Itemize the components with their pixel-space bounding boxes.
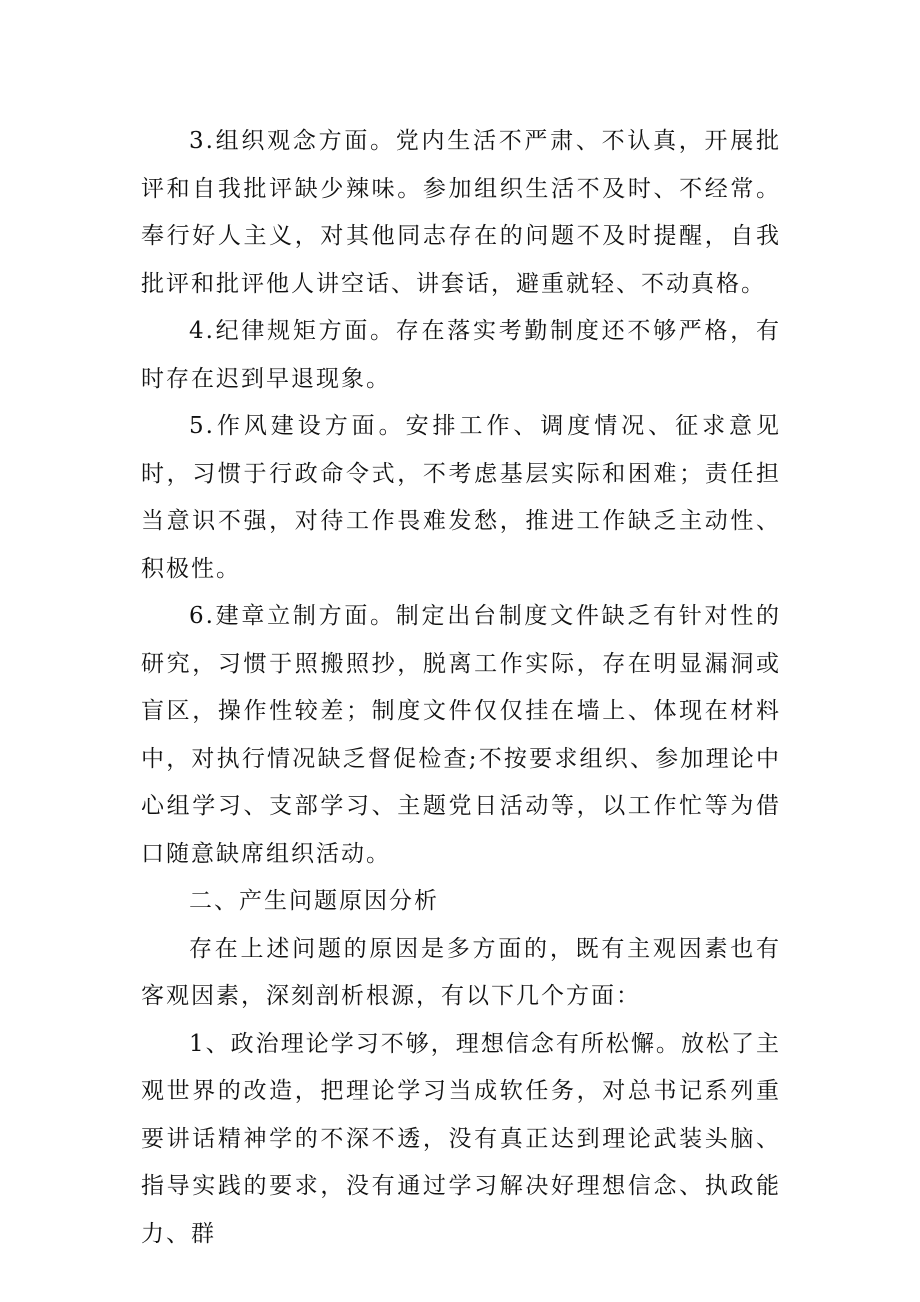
paragraph-cause-intro: 存在上述问题的原因是多方面的，既有主观因素也有客观因素，深刻剖析根源，有以下几个方面：: [141, 935, 781, 1009]
paragraph-discipline-rules: 4.纪律规矩方面。存在落实考勤制度还不够严格，有时存在迟到早退现象。: [141, 318, 781, 392]
paragraph-political-theory: 1、政治理论学习不够，理想信念有所松懈。放松了主观世界的改造，把理论学习当成软任务，对总书记系列重要讲话精神学的不深不透，没有真正达到理论武装头脑、指导实践的要求，没有通过学习解决好理想信念、执政能力、群: [141, 1030, 781, 1247]
paragraph-organization-concept: 3.组织观念方面。党内生活不严肃、不认真，开展批评和自我批评缺少辣味。参加组织生活不及时、不经常。奉行好人主义，对其他同志存在的问题不及时提醒，自我批评和批评他人讲空话、讲套话，避重就轻、不动真格。: [141, 128, 781, 297]
section-heading-cause-analysis: 二、产生问题原因分析: [189, 888, 439, 914]
document-body: [141, 118, 781, 1258]
paragraph-work-style: 5.作风建设方面。安排工作、调度情况、征求意见时，习惯于行政命令式，不考虑基层实际和困难；责任担当意识不强，对待工作畏难发愁，推进工作缺乏主动性、积极性。: [141, 413, 781, 582]
paragraph-institution-building: 6.建章立制方面。制定出台制度文件缺乏有针对性的研究，习惯于照搬照抄，脱离工作实际，存在明显漏洞或盲区，操作性较差；制度文件仅仅挂在墙上、体现在材料中，对执行情况缺乏督促检查;不按要求组织、参加理论中心组学习、支部学习、主题党日活动等，以工作忙等为借口随意缺席组织活动。: [141, 603, 781, 867]
